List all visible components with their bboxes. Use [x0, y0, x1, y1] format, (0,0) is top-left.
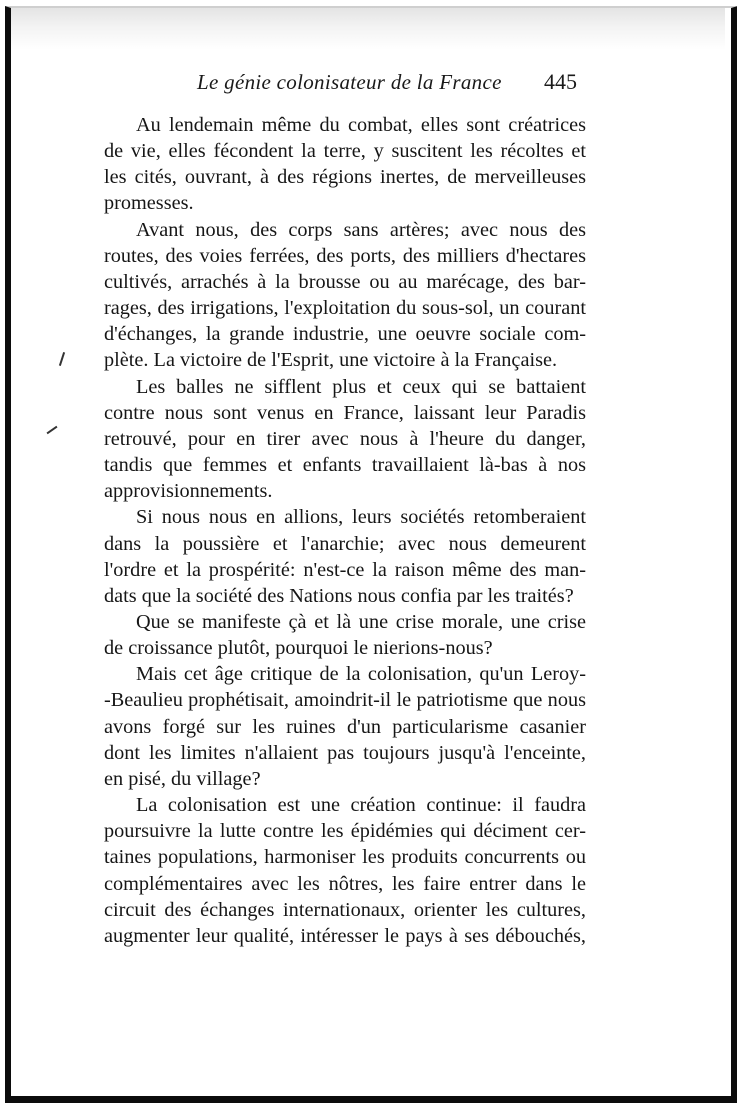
- text-line: La colonisation est une création continue: il faudra: [136, 794, 586, 817]
- text-line: dats que la société des Nations nous confia par les traités?: [104, 584, 574, 607]
- text-line: dont les limites n'allaient pas toujours jusqu'à l'enceinte,: [104, 741, 586, 764]
- text-line: l'ordre et la prospérité: n'est-ce la raison même des man-: [104, 558, 586, 581]
- page-number: 445: [544, 69, 577, 94]
- text-line: avons forgé sur les ruines d'un particularisme casanier: [104, 715, 586, 738]
- text-line: d'échanges, la grande industrie, une oeuvre sociale com-: [104, 323, 586, 346]
- body-text: [104, 112, 586, 949]
- text-line: circuit des échanges internationaux, orienter les cultures,: [104, 898, 586, 921]
- text-line: promesses.: [104, 192, 194, 215]
- text-line: cultivés, arrachés à la brousse ou au marécage, des bar-: [104, 270, 586, 293]
- text-line: Si nous nous en allions, leurs sociétés retomberaient: [136, 506, 586, 529]
- text-line: en pisé, du village?: [104, 767, 261, 790]
- text-line: Avant nous, des corps sans artères; avec nous des: [136, 218, 586, 241]
- text-line: de croissance plutôt, pourquoi le nierions-nous?: [104, 637, 493, 660]
- text-line: -Beaulieu prophétisait, amoindrit-il le patriotisme que nous: [104, 689, 586, 712]
- page-header: [0, 66, 737, 100]
- text-line: dans la poussière et l'anarchie; avec nous demeurent: [104, 532, 586, 555]
- text-line: taines populations, harmoniser les produits concurrents ou: [104, 846, 586, 869]
- text-line: routes, des voies ferrées, des ports, des milliers d'hectares: [104, 244, 586, 267]
- text-line: Au lendemain même du combat, elles sont créatrices: [136, 114, 586, 136]
- text-line: poursuivre la lutte contre les épidémies qui déciment cer-: [104, 820, 586, 843]
- text-line: retrouvé, pour en tirer avec nous à l'heure du danger,: [104, 427, 586, 450]
- text-line: Que se manifeste çà et là une crise morale, une crise: [136, 610, 586, 633]
- text-line: augmenter leur qualité, intéresser le pays à ses débouchés,: [104, 924, 586, 947]
- text-line: complémentaires avec les nôtres, les faire entrer dans le: [104, 872, 586, 895]
- text-line: plète. La victoire de l'Esprit, une victoire à la Française.: [104, 349, 558, 372]
- running-title: Le génie colonisateur de la France: [197, 70, 502, 94]
- text-line: les cités, ouvrant, à des régions inertes, de merveilleuses: [104, 166, 586, 189]
- text-line: Les balles ne sifflent plus et ceux qui se battaient: [136, 375, 586, 398]
- text-line: tandis que femmes et enfants travaillaient là-bas à nos: [104, 454, 586, 477]
- text-line: rages, des irrigations, l'exploitation du sous-sol, un courant: [104, 297, 586, 320]
- text-line: contre nous sont venus en France, laissant leur Paradis: [104, 401, 586, 424]
- text-line: Mais cet âge critique de la colonisation, qu'un Leroy-: [136, 663, 586, 686]
- text-line: approvisionnements.: [104, 480, 273, 503]
- text-line: de vie, elles fécondent la terre, y suscitent les récoltes et: [104, 140, 586, 163]
